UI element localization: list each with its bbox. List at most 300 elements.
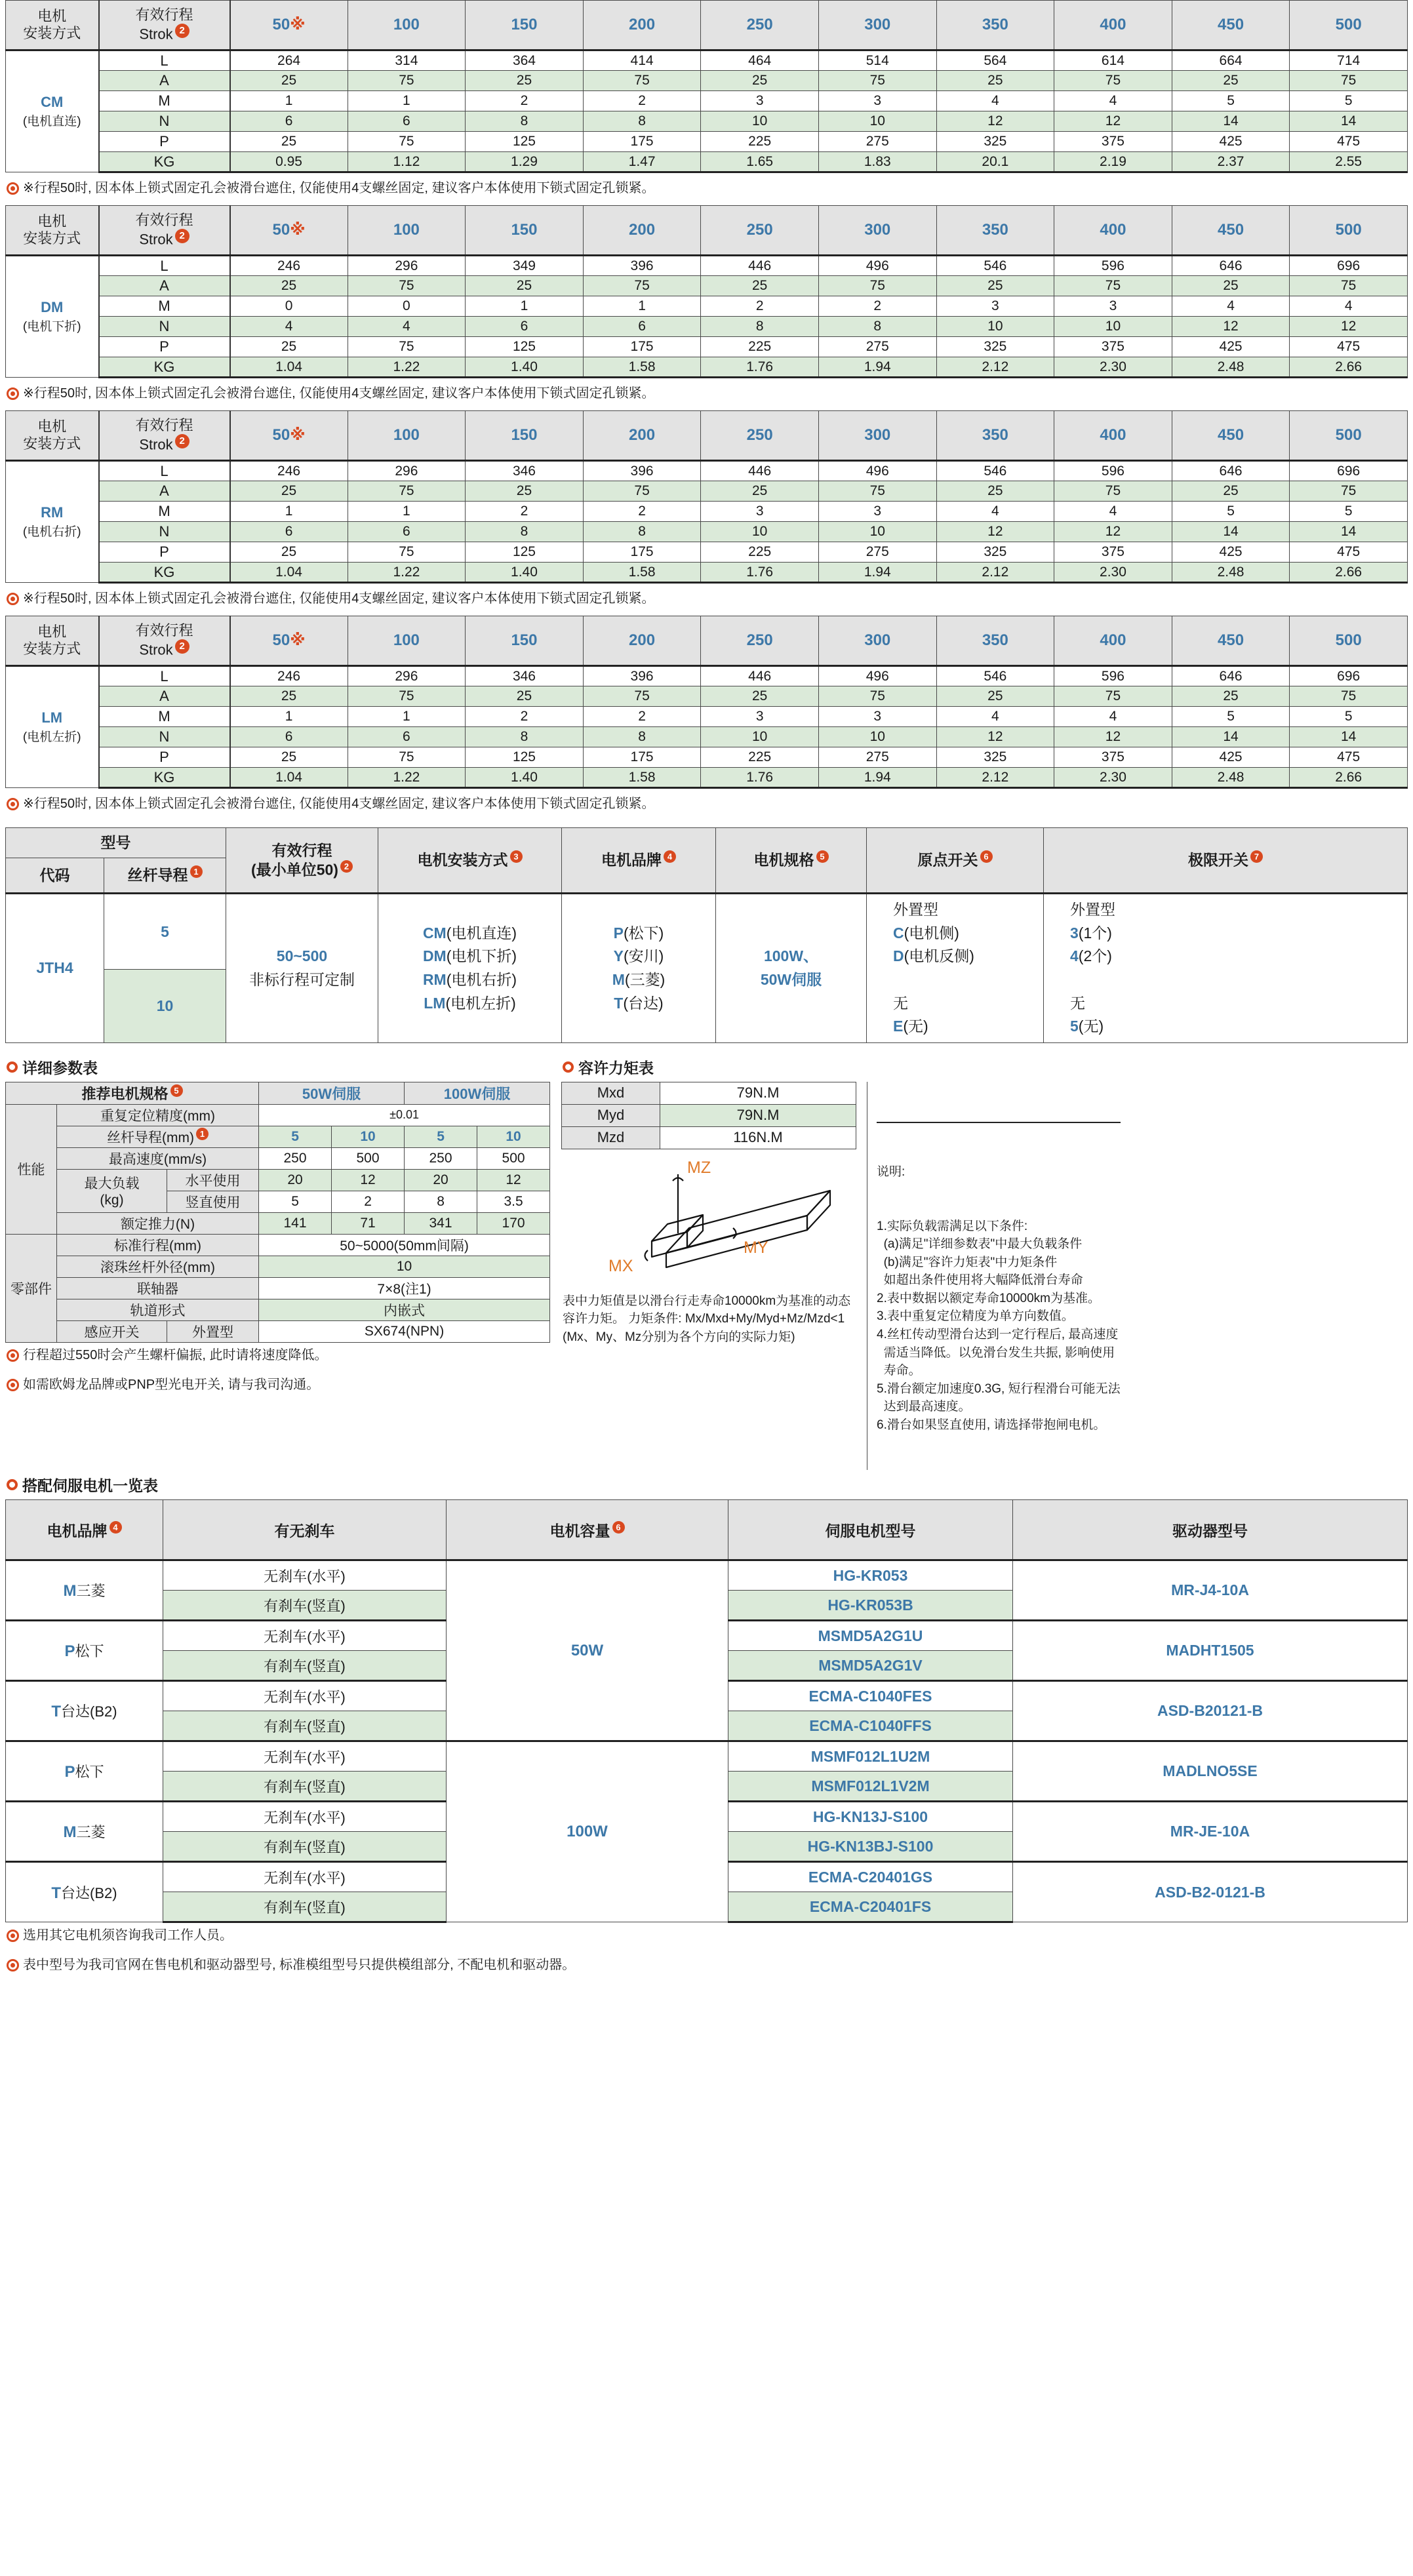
table-row	[6, 296, 1408, 317]
cell-l-9: 696	[1290, 666, 1408, 686]
model-code-section	[5, 827, 1408, 1043]
cell-a-8: 25	[1172, 276, 1290, 296]
stroke-col-2: 150	[466, 1, 584, 50]
motor-model-3-1: MSMF012L1V2M	[728, 1772, 1013, 1802]
note-text: ※行程50时, 因本体上锁式固定孔会被滑台遮住, 仅能使用4支螺丝固定, 建议客户本体使用下锁式固定孔锁紧。	[23, 181, 655, 195]
option-desc: (无)	[903, 1018, 928, 1035]
mount-desc: (电机直连)	[22, 115, 81, 129]
param-note-1	[5, 1372, 549, 1402]
value-lead-2: 5	[405, 1126, 477, 1147]
row-label-a: A	[99, 276, 230, 296]
note-bullet-icon	[7, 798, 19, 810]
cell-p-4: 225	[701, 337, 819, 357]
table-row	[6, 1169, 550, 1191]
brake-yes-1: 有刹车(竖直)	[163, 1651, 447, 1681]
cell-a-7: 75	[1054, 686, 1172, 707]
cell-l-1: 314	[348, 50, 466, 71]
cell-a-4: 25	[701, 276, 819, 296]
cell-p-8: 425	[1172, 132, 1290, 152]
servo-table	[5, 1499, 1408, 1923]
cell-l-1: 296	[348, 256, 466, 276]
cell-p-7: 375	[1054, 747, 1172, 768]
stroke-custom-note: 非标行程可定制	[249, 970, 355, 988]
cell-a-7: 75	[1054, 276, 1172, 296]
motor-model-5-0: ECMA-C20401GS	[728, 1862, 1013, 1892]
stroke-col-6: 350	[936, 1, 1054, 50]
row-label-m: M	[99, 707, 230, 727]
cell-l-4: 446	[701, 666, 819, 686]
option-desc: (电机右折)	[446, 970, 517, 988]
table-row	[6, 357, 1408, 378]
note-text: 表中型号为我司官网在售电机和驱动器型号, 标准模组型号只提供模组部分, 不配电机和驱动器。	[23, 1958, 576, 1973]
header-effective-stroke: 有效行程 Strok 2	[99, 616, 230, 666]
cell-a-3: 75	[583, 686, 701, 707]
cell-kg-1: 1.22	[348, 768, 466, 788]
header-mount-method: 电机 安装方式	[6, 1, 99, 50]
cell-a-6: 25	[936, 686, 1054, 707]
cell-n-2: 8	[466, 727, 584, 747]
ref-badge-1: 1	[190, 865, 203, 878]
label-screw-lead: 丝杆导程(mm) 1	[57, 1126, 259, 1147]
table-row	[6, 132, 1408, 152]
option-code: C	[893, 924, 904, 941]
cell-a-6: 25	[936, 71, 1054, 91]
stroke-col-7: 400	[1054, 616, 1172, 666]
label-horizontal-use: 水平使用	[167, 1169, 259, 1191]
table-row	[6, 894, 1408, 970]
value-horizontal-2: 20	[405, 1169, 477, 1191]
cell-n-8: 12	[1172, 317, 1290, 337]
stroke-col-8: 450	[1172, 411, 1290, 461]
cell-m-3: 2	[583, 707, 701, 727]
cell-kg-3: 1.47	[583, 152, 701, 172]
torque-table	[561, 1082, 856, 1149]
stroke-col-9: 500	[1290, 411, 1408, 461]
cell-l-8: 646	[1172, 256, 1290, 276]
cell-m-1: 1	[348, 91, 466, 111]
row-label-kg: KG	[99, 768, 230, 788]
stroke-col-5: 300	[818, 206, 936, 256]
value-max-speed-0: 250	[259, 1147, 332, 1169]
header-motor-model: 伺服电机型号	[728, 1500, 1013, 1560]
brand-name: 台达(B2)	[61, 1884, 117, 1901]
stroke-table-note-cm	[5, 176, 1408, 205]
label-sensor-switch: 感应开关	[57, 1320, 167, 1342]
ref-badge-5: 5	[170, 1084, 183, 1097]
detailed-params-column	[5, 1052, 549, 1402]
cell-l-1: 296	[348, 666, 466, 686]
header-limit-switch: 极限开关 7	[1044, 828, 1408, 894]
cell-l-7: 614	[1054, 50, 1172, 71]
origin-options-cell	[867, 894, 1044, 1043]
mount-code-dm: DM (电机下折)	[6, 256, 99, 378]
label-max-speed: 最高速度(mm/s)	[57, 1147, 259, 1169]
option-desc: (电机直连)	[446, 924, 517, 941]
header-motor-brand: 电机品牌 4	[6, 1500, 163, 1560]
ref-badge-2: 2	[175, 639, 189, 654]
cell-p-9: 475	[1290, 542, 1408, 563]
value-max-speed-2: 250	[405, 1147, 477, 1169]
cell-m-7: 4	[1054, 707, 1172, 727]
option-code: RM	[422, 970, 447, 988]
option-code: Y	[613, 947, 624, 965]
cell-kg-1: 1.12	[348, 152, 466, 172]
cell-p-1: 75	[348, 542, 466, 563]
cell-l-0: 246	[230, 666, 348, 686]
cell-n-3: 8	[583, 111, 701, 132]
option-desc: (松下)	[624, 924, 664, 941]
value-standard-stroke: 50~5000(50mm间隔)	[259, 1234, 550, 1256]
cell-kg-8: 2.48	[1172, 768, 1290, 788]
cell-m-0: 1	[230, 502, 348, 522]
motor-model-2-0: ECMA-C1040FES	[728, 1681, 1013, 1711]
bullet-ring-icon	[563, 1061, 574, 1073]
cell-a-2: 25	[466, 276, 584, 296]
cell-n-8: 14	[1172, 111, 1290, 132]
cell-l-1: 296	[348, 461, 466, 481]
cell-p-5: 275	[818, 542, 936, 563]
ref-badge-3: 3	[510, 850, 523, 863]
cell-m-6: 4	[936, 91, 1054, 111]
cell-m-0: 1	[230, 91, 348, 111]
table-row	[6, 317, 1408, 337]
stroke-col-1: 100	[348, 616, 466, 666]
torque-value-mzd: 116N.M	[660, 1126, 856, 1149]
torque-label-mxd: Mxd	[562, 1082, 660, 1104]
cell-n-2: 6	[466, 317, 584, 337]
cell-m-2: 2	[466, 91, 584, 111]
table-row	[6, 1212, 550, 1234]
cell-kg-8: 2.48	[1172, 563, 1290, 583]
cell-a-7: 75	[1054, 481, 1172, 502]
note-bullet-icon	[7, 387, 19, 400]
capacity-50w: 50W	[447, 1560, 728, 1741]
brand-code: P	[64, 1763, 75, 1781]
cell-p-6: 325	[936, 132, 1054, 152]
lead-value-0: 5	[104, 894, 226, 970]
table-row	[6, 256, 1408, 276]
cell-a-3: 75	[583, 481, 701, 502]
label-rated-thrust: 额定推力(N)	[57, 1212, 259, 1234]
cell-m-9: 5	[1290, 502, 1408, 522]
stroke-col-8: 450	[1172, 1, 1290, 50]
row-label-a: A	[99, 481, 230, 502]
stroke-col-4: 250	[701, 411, 819, 461]
cell-m-5: 3	[818, 502, 936, 522]
brand-code: M	[63, 1823, 77, 1842]
cell-n-4: 8	[701, 317, 819, 337]
cell-p-9: 475	[1290, 337, 1408, 357]
cell-l-2: 364	[466, 50, 584, 71]
table-row	[6, 1147, 550, 1169]
cell-m-7: 4	[1054, 91, 1172, 111]
cell-p-2: 125	[466, 337, 584, 357]
cell-a-5: 75	[818, 481, 936, 502]
cell-kg-2: 1.40	[466, 768, 584, 788]
cell-m-3: 2	[583, 502, 701, 522]
explain-divider	[877, 1122, 1121, 1123]
servo-heading	[7, 1474, 1408, 1496]
cell-n-3: 8	[583, 522, 701, 542]
cell-p-1: 75	[348, 132, 466, 152]
cell-p-6: 325	[936, 542, 1054, 563]
stroke-col-9: 500	[1290, 1, 1408, 50]
limit-group2-title: 无	[1070, 994, 1085, 1012]
value-thrust-1: 71	[332, 1212, 405, 1234]
cell-m-9: 4	[1290, 296, 1408, 317]
torque-title: 容许力矩表	[578, 1059, 654, 1077]
stroke-col-1: 100	[348, 206, 466, 256]
cell-kg-7: 2.30	[1054, 357, 1172, 378]
cell-l-0: 246	[230, 256, 348, 276]
table-row	[6, 1320, 550, 1342]
driver-model-4: MR-JE-10A	[1013, 1802, 1408, 1862]
detailed-params-heading	[7, 1056, 549, 1078]
header-effective-stroke: 有效行程 (最小单位50) 2	[226, 828, 378, 894]
params-torque-row	[5, 1052, 1408, 1470]
cell-n-4: 10	[701, 727, 819, 747]
label-screw-diameter: 滚珠丝杆外径(mm)	[57, 1256, 259, 1277]
row-label-a: A	[99, 71, 230, 91]
mount-options-cell	[378, 894, 562, 1043]
ref-badge-6: 6	[612, 1521, 625, 1534]
option-code: 5	[1070, 1018, 1079, 1035]
table-row	[6, 1126, 550, 1147]
stroke-col-0: 50※	[230, 206, 348, 256]
ref-badge-6: 6	[980, 850, 993, 863]
value-vertical-1: 2	[332, 1191, 405, 1212]
cell-kg-6: 2.12	[936, 563, 1054, 583]
cell-p-8: 425	[1172, 337, 1290, 357]
option-desc: (电机侧)	[904, 924, 959, 941]
cell-l-3: 396	[583, 256, 701, 276]
header-lead: 丝杆导程 1	[104, 858, 226, 894]
cell-a-7: 75	[1054, 71, 1172, 91]
param-note-0	[5, 1343, 549, 1372]
option-code: 4	[1070, 947, 1079, 965]
cell-m-8: 4	[1172, 296, 1290, 317]
cell-a-6: 25	[936, 276, 1054, 296]
cell-p-5: 275	[818, 132, 936, 152]
cell-a-1: 75	[348, 481, 466, 502]
cell-l-0: 246	[230, 461, 348, 481]
brand-name: 台达(B2)	[61, 1703, 117, 1720]
table-row	[562, 1126, 856, 1149]
cell-kg-4: 1.65	[701, 152, 819, 172]
cell-n-2: 8	[466, 522, 584, 542]
cell-m-9: 5	[1290, 91, 1408, 111]
cell-p-9: 475	[1290, 132, 1408, 152]
cell-n-6: 12	[936, 727, 1054, 747]
cell-a-0: 25	[230, 481, 348, 502]
note-bullet-icon	[7, 1959, 19, 1972]
header-spec-50w: 50W伺服	[259, 1082, 405, 1104]
stroke-col-7: 400	[1054, 411, 1172, 461]
cell-l-8: 664	[1172, 50, 1290, 71]
motor-model-4-0: HG-KN13J-S100	[728, 1802, 1013, 1832]
cell-l-7: 596	[1054, 666, 1172, 686]
moment-axes-diagram	[561, 1149, 856, 1288]
servo-brand-4	[6, 1802, 163, 1862]
cell-n-7: 10	[1054, 317, 1172, 337]
stroke-col-6: 350	[936, 616, 1054, 666]
stroke-col-4: 250	[701, 616, 819, 666]
cell-l-4: 446	[701, 256, 819, 276]
header-mount-method: 电机 安装方式	[6, 411, 99, 461]
cell-m-7: 4	[1054, 502, 1172, 522]
cell-kg-0: 1.04	[230, 357, 348, 378]
cell-p-1: 75	[348, 747, 466, 768]
servo-motor-table	[5, 1499, 1408, 1923]
option-desc: (三菱)	[624, 970, 666, 988]
cell-kg-9: 2.66	[1290, 563, 1408, 583]
row-label-kg: KG	[99, 152, 230, 172]
servo-brand-5	[6, 1862, 163, 1922]
cell-n-8: 14	[1172, 727, 1290, 747]
stroke-col-5: 300	[818, 411, 936, 461]
header-model-group: 型号	[6, 828, 226, 858]
table-row	[6, 707, 1408, 727]
motor-model-0-1: HG-KR053B	[728, 1591, 1013, 1621]
row-label-n: N	[99, 727, 230, 747]
explain-title: 说明:	[877, 1165, 906, 1179]
cell-kg-9: 2.66	[1290, 768, 1408, 788]
driver-model-0: MR-J4-10A	[1013, 1560, 1408, 1621]
table-row	[6, 666, 1408, 686]
row-label-n: N	[99, 317, 230, 337]
motor-model-5-1: ECMA-C20401FS	[728, 1892, 1013, 1922]
mount-code-cm: CM (电机直连)	[6, 50, 99, 172]
brand-options-cell	[562, 894, 716, 1043]
table-row	[6, 747, 1408, 768]
cell-kg-2: 1.40	[466, 357, 584, 378]
stroke-table-lm	[5, 616, 1408, 789]
value-horizontal-3: 12	[477, 1169, 550, 1191]
motor-model-0-0: HG-KR053	[728, 1560, 1013, 1591]
cell-kg-5: 1.94	[818, 768, 936, 788]
stroke-col-7: 400	[1054, 206, 1172, 256]
ref-badge-5: 5	[816, 850, 829, 863]
value-screw-diameter: 10	[259, 1256, 550, 1277]
value-thrust-3: 170	[477, 1212, 550, 1234]
cell-kg-2: 1.40	[466, 563, 584, 583]
label-repeat-accuracy: 重复定位精度(mm)	[57, 1104, 259, 1126]
table-row	[6, 111, 1408, 132]
note-bullet-icon	[7, 593, 19, 605]
cell-m-1: 0	[348, 296, 466, 317]
cell-l-2: 349	[466, 256, 584, 276]
stroke-col-2: 150	[466, 411, 584, 461]
cell-n-0: 6	[230, 522, 348, 542]
stroke-tables-section	[5, 0, 1408, 821]
ref-badge-4: 4	[664, 850, 676, 863]
servo-note-1	[5, 1952, 1408, 1982]
brake-yes-3: 有刹车(竖直)	[163, 1772, 447, 1802]
cell-a-2: 25	[466, 686, 584, 707]
row-label-kg: KG	[99, 563, 230, 583]
ref-badge-2: 2	[175, 229, 189, 243]
cell-m-1: 1	[348, 707, 466, 727]
brand-code: T	[51, 1703, 62, 1721]
brand-code: T	[51, 1884, 62, 1902]
cell-kg-7: 2.19	[1054, 152, 1172, 172]
cell-kg-6: 20.1	[936, 152, 1054, 172]
cell-l-9: 696	[1290, 461, 1408, 481]
cell-l-3: 414	[583, 50, 701, 71]
cell-kg-3: 1.58	[583, 357, 701, 378]
value-max-speed-1: 500	[332, 1147, 405, 1169]
cell-n-4: 10	[701, 522, 819, 542]
lead-value-1: 10	[104, 970, 226, 1042]
limit-options-cell	[1044, 894, 1408, 1043]
brake-yes-0: 有刹车(竖直)	[163, 1591, 447, 1621]
header-motor-spec: 电机规格 5	[716, 828, 867, 894]
table-row	[6, 1277, 550, 1299]
cell-n-7: 12	[1054, 522, 1172, 542]
label-vertical-use: 竖直使用	[167, 1191, 259, 1212]
cell-kg-7: 2.30	[1054, 563, 1172, 583]
cell-m-6: 3	[936, 296, 1054, 317]
driver-model-1: MADHT1505	[1013, 1621, 1408, 1681]
cell-a-6: 25	[936, 481, 1054, 502]
table-row	[6, 1234, 550, 1256]
brake-none-1: 无刹车(水平)	[163, 1621, 447, 1651]
ref-badge-2: 2	[175, 24, 189, 38]
cell-n-0: 6	[230, 727, 348, 747]
motor-model-1-1: MSMD5A2G1V	[728, 1651, 1013, 1681]
table-row	[562, 1082, 856, 1104]
cell-a-2: 25	[466, 71, 584, 91]
note-text: ※行程50时, 因本体上锁式固定孔会被滑台遮住, 仅能使用4支螺丝固定, 建议客户本体使用下锁式固定孔锁紧。	[23, 591, 655, 606]
cell-m-8: 5	[1172, 502, 1290, 522]
cell-a-1: 75	[348, 71, 466, 91]
torque-value-mxd: 79N.M	[660, 1082, 856, 1104]
cell-l-9: 714	[1290, 50, 1408, 71]
value-thrust-2: 341	[405, 1212, 477, 1234]
cell-n-6: 12	[936, 111, 1054, 132]
origin-group2-title: 无	[893, 994, 908, 1012]
cell-m-9: 5	[1290, 707, 1408, 727]
stroke-range-cell	[226, 894, 378, 1043]
origin-group1-title: 外置型	[893, 901, 938, 918]
capacity-100w: 100W	[447, 1741, 728, 1922]
cell-n-7: 12	[1054, 111, 1172, 132]
cell-a-4: 25	[701, 481, 819, 502]
note-bullet-icon	[7, 182, 19, 195]
table-row	[562, 1104, 856, 1126]
cell-p-0: 25	[230, 747, 348, 768]
cell-p-3: 175	[583, 542, 701, 563]
table-row	[6, 727, 1408, 747]
label-max-load: 最大负载 (kg)	[57, 1169, 167, 1212]
row-label-p: P	[99, 337, 230, 357]
cell-p-0: 25	[230, 337, 348, 357]
cell-p-6: 325	[936, 337, 1054, 357]
option-desc: (电机左折)	[445, 994, 516, 1012]
cell-n-5: 8	[818, 317, 936, 337]
cell-l-3: 396	[583, 666, 701, 686]
cell-p-8: 425	[1172, 747, 1290, 768]
cell-l-5: 514	[818, 50, 936, 71]
cell-m-3: 2	[583, 91, 701, 111]
stroke-col-0: 50※	[230, 411, 348, 461]
stroke-table-note-lm	[5, 791, 1408, 821]
stroke-col-8: 450	[1172, 206, 1290, 256]
option-desc: (安川)	[624, 947, 664, 965]
table-row	[6, 91, 1408, 111]
note-text: ※行程50时, 因本体上锁式固定孔会被滑台遮住, 仅能使用4支螺丝固定, 建议客户本体使用下锁式固定孔锁紧。	[23, 797, 655, 811]
cell-kg-3: 1.58	[583, 768, 701, 788]
